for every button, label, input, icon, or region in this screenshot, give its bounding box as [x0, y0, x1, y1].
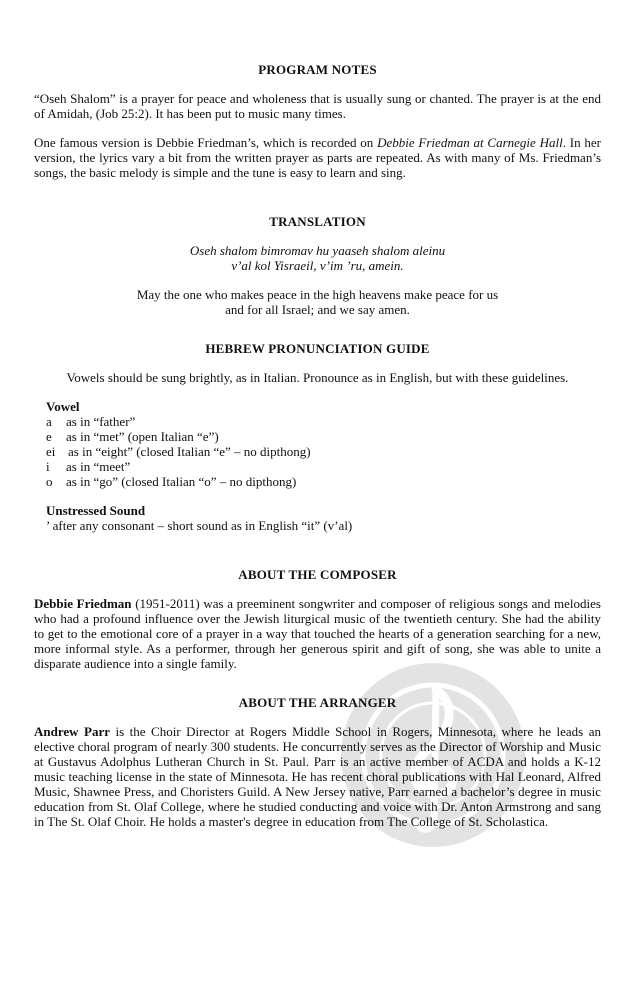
vowel-description: as in “meet” — [66, 459, 131, 474]
program-notes-paragraph-1: “Oseh Shalom” is a prayer for peace and wholeness that is usually sung or chanted. The prayer is at the end of Amidah, (Job 25:2). It has been put to music many times. — [34, 91, 601, 121]
vowel-description: as in “eight” (closed Italian “e” – no dipthong) — [68, 444, 311, 459]
vowel-description: as in “go” (closed Italian “o” – no dipthong) — [66, 474, 297, 489]
program-notes-paragraph-2 — [34, 135, 601, 180]
arranger-bio — [34, 724, 601, 829]
album-title: Debbie Friedman at Carnegie Hall — [377, 135, 563, 150]
english-line-2: and for all Israel; and we say amen. — [225, 302, 410, 317]
vowel-row — [46, 459, 601, 474]
program-notes-heading: PROGRAM NOTES — [258, 62, 377, 77]
document-body — [34, 62, 601, 829]
composer-bio — [34, 596, 601, 671]
vowel-heading: Vowel — [46, 399, 80, 414]
vowel-key: a — [46, 414, 52, 429]
vowel-key: e — [46, 429, 52, 444]
vowel-key: ei — [46, 444, 56, 459]
vowel-key: o — [46, 474, 53, 489]
vowel-row — [46, 444, 601, 459]
vowel-row — [46, 474, 601, 489]
unstressed-heading: Unstressed Sound — [46, 503, 146, 518]
vowel-key: i — [46, 459, 50, 474]
vowel-row — [46, 414, 601, 429]
arranger-name: Andrew Parr — [34, 724, 111, 739]
program-notes-p2-after: . In her version, the lyrics vary a bit from the written prayer as parts are repeated. As with many of Ms. Friedman’s songs, the basic melody is simple and the tune is easy to learn and sing. — [34, 135, 602, 180]
hebrew-line-1: Oseh shalom bimromav hu yaaseh shalom aleinu — [189, 243, 446, 258]
unstressed-text: ’ after any consonant – short sound as in English “it” (v’al) — [46, 518, 353, 533]
vowel-description: as in “met” (open Italian “e”) — [66, 429, 219, 444]
vowel-list — [46, 414, 601, 489]
translation-heading: TRANSLATION — [269, 214, 366, 229]
composer-heading: ABOUT THE COMPOSER — [238, 567, 397, 582]
pronunciation-intro: Vowels should be sung brightly, as in Italian. Pronounce as in English, but with these guidelines. — [66, 370, 569, 385]
composer-bio-text: (1951-2011) was a preeminent songwriter and composer of religious songs and melodies who had a profound influence over the Jewish liturgical music of the twentieth century. She had the ability to get to the emotional core of a prayer in a way that touched the hearts of a generation searching for a new, more informal style. As a performer, through her generous spirit and gift of song, she was able to unite a disparate audience into a single family. — [34, 596, 601, 671]
composer-name: Debbie Friedman — [34, 596, 132, 611]
english-line-1: May the one who makes peace in the high heavens make peace for us — [136, 287, 499, 302]
program-notes-p2-before: One famous version is Debbie Friedman’s, which is recorded on — [34, 135, 378, 150]
hebrew-line-2: v’al kol Yisraeil, v’im ’ru, amein. — [231, 258, 404, 273]
vowel-description: as in “father” — [66, 414, 136, 429]
arranger-heading: ABOUT THE ARRANGER — [238, 695, 397, 710]
arranger-bio-text: is the Choir Director at Rogers Middle School in Rogers, Minnesota, where he leads an elective choral program of nearly 300 students. He concurrently serves as the Director of Worship and Music at Gustavus Adolphus Lutheran Church in St. Paul. Parr is an active member of ACDA and holds a K-12 music teaching license in the state of Minnesota. He has recent choral publications with Hal Leonard, Alfred Music, Shawnee Press, and Choristers Guild. A New Jersey native, Parr earned a bachelor’s degree in music education from St. Olaf College, where he studied conducting and voice with Dr. Anton Armstrong and sang in The St. Olaf Choir. He holds a master's degree in education from The College of St. Scholastica. — [34, 724, 601, 829]
pronunciation-heading: HEBREW PRONUNCIATION GUIDE — [205, 341, 430, 356]
vowel-row — [46, 429, 601, 444]
